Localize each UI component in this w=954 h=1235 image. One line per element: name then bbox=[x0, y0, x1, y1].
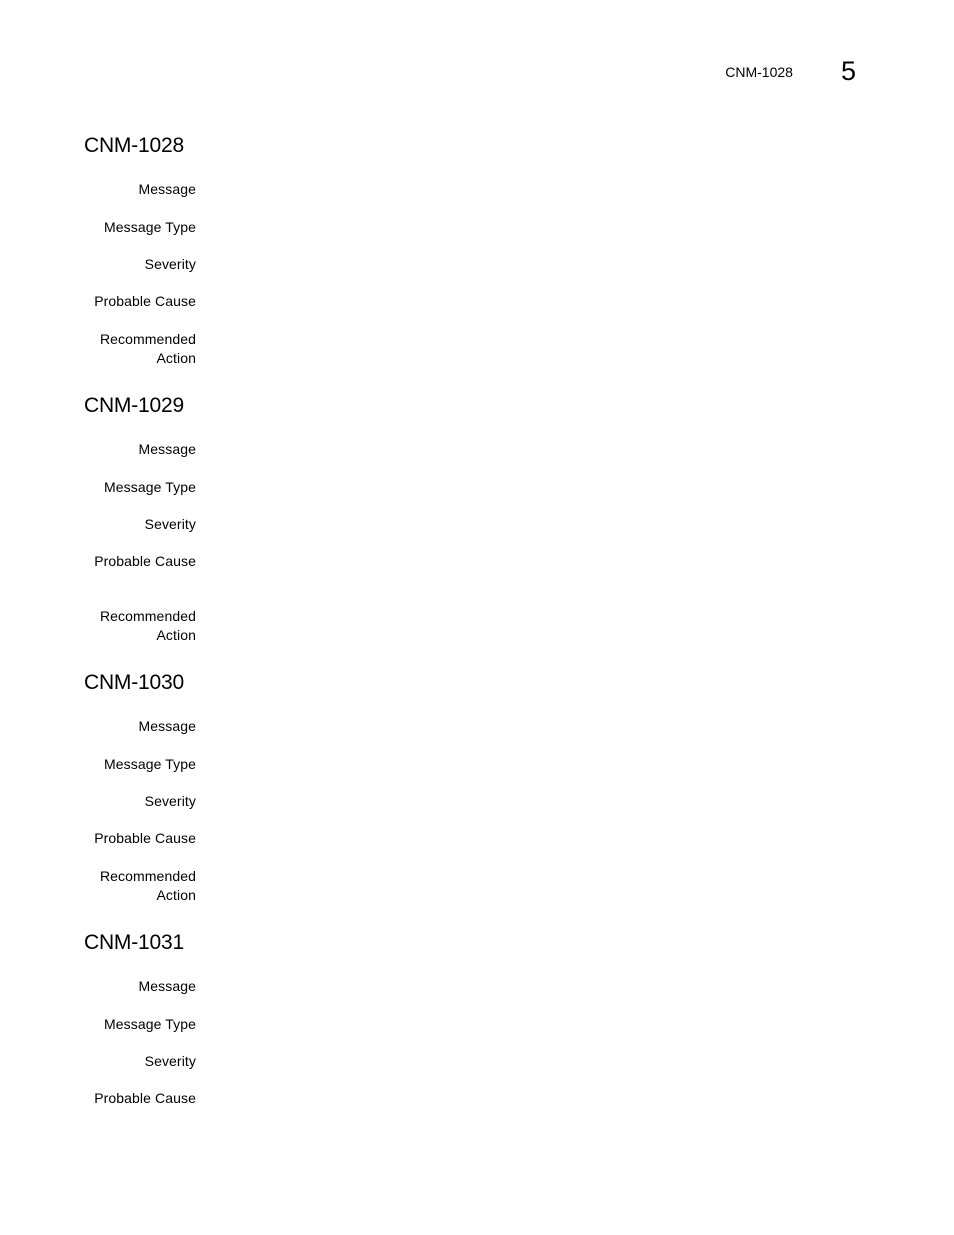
label-recommended-line1: Recommended bbox=[99, 608, 196, 624]
section-cnm-1031 bbox=[84, 931, 884, 1106]
label-message: Message bbox=[138, 441, 196, 457]
section-title: CNM-1030 bbox=[84, 671, 184, 694]
label-recommended-action bbox=[84, 330, 196, 368]
chapter-number: 5 bbox=[840, 56, 856, 86]
header-topic: CNM-1028 bbox=[725, 64, 793, 80]
label-message: Message bbox=[138, 181, 196, 197]
label-probable-cause: Probable Cause bbox=[94, 293, 196, 309]
label-message-type: Message Type bbox=[104, 1016, 196, 1032]
section-title: CNM-1029 bbox=[84, 394, 184, 417]
section-title: CNM-1031 bbox=[84, 931, 184, 954]
section-cnm-1030 bbox=[84, 671, 884, 903]
label-recommended-line1: Recommended bbox=[99, 868, 196, 884]
label-severity: Severity bbox=[144, 793, 196, 809]
running-header bbox=[725, 56, 856, 86]
label-recommended-action bbox=[84, 607, 196, 645]
label-recommended-line2: Action bbox=[156, 887, 196, 903]
label-recommended-line1: Recommended bbox=[99, 331, 196, 347]
label-severity: Severity bbox=[144, 1053, 196, 1069]
label-probable-cause: Probable Cause bbox=[94, 830, 196, 846]
label-recommended-line2: Action bbox=[156, 350, 196, 366]
label-probable-cause: Probable Cause bbox=[94, 1090, 196, 1106]
section-cnm-1028 bbox=[84, 134, 884, 366]
section-title: CNM-1028 bbox=[84, 134, 184, 157]
label-severity: Severity bbox=[144, 256, 196, 272]
label-severity: Severity bbox=[144, 516, 196, 532]
section-cnm-1029 bbox=[84, 394, 884, 643]
label-message-type: Message Type bbox=[104, 479, 196, 495]
label-probable-cause: Probable Cause bbox=[94, 553, 196, 569]
label-recommended-action bbox=[84, 867, 196, 905]
label-message: Message bbox=[138, 978, 196, 994]
label-message-type: Message Type bbox=[104, 756, 196, 772]
label-message-type: Message Type bbox=[104, 219, 196, 235]
label-message: Message bbox=[138, 718, 196, 734]
label-recommended-line2: Action bbox=[156, 627, 196, 643]
